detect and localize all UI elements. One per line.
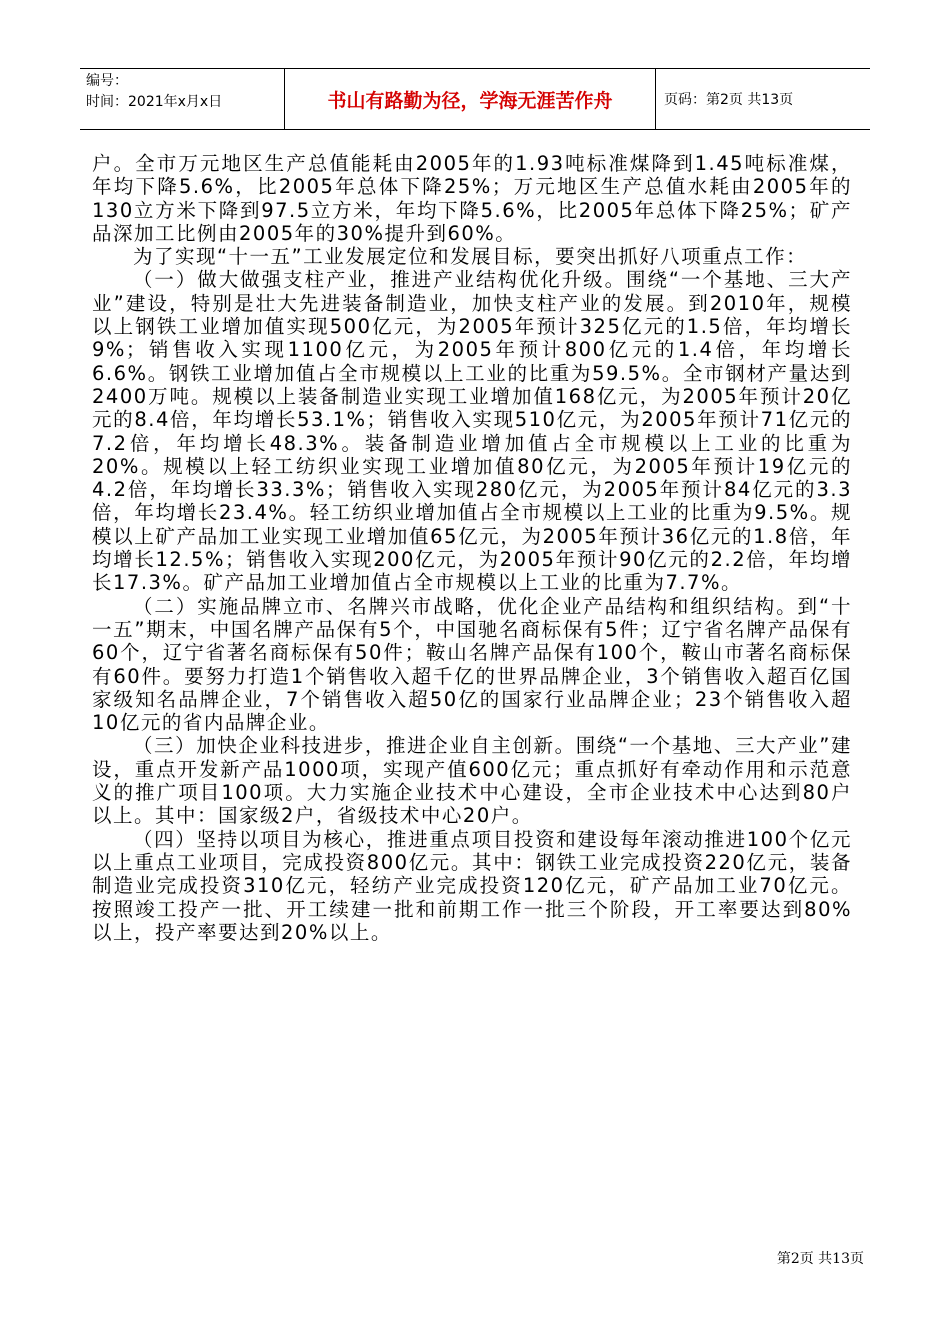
document-body — [92, 152, 852, 944]
header-page-info: 页码：第2页 共13页 — [664, 92, 794, 108]
paragraph: （一）做大做强支柱产业，推进产业结构优化升级。围绕“一个基地、三大产业”建设，特别是壮大先进装备制造业，加快支柱产业的发展。到2010年，规模以上钢铁工业增加值实现500亿元，为2005年预计325亿元的1.5倍，年均增长9%；销售收入实现1100亿元，为2005年预计800亿元的1.4倍，年均增长6.6%。钢铁工业增加值占全市规模以上工业的比重为59.5%。全市钢材产量达到2400万吨。规模以上装备制造业实现工业增加值168亿元，为2005年预计20亿元的8.4倍，年均增长53.1%；销售收入实现510亿元，为2005年预计71亿元的7.2倍，年均增长48.3%。装备制造业增加值占全市规模以上工业的比重为20%。规模以上轻工纺织业实现工业增加值80亿元，为2005年预计19亿元的4.2倍，年均增长33.3%；销售收入实现280亿元，为2005年预计84亿元的3.3倍，年均增长23.4%。轻工纺织业增加值占全市规模以上工业的比重为9.5%。规模以上矿产品加工业实现工业增加值65亿元，为2005年预计36亿元的1.8倍，年均增长12.5%；销售收入实现200亿元，为2005年预计90亿元的2.2倍，年均增长17.3%。矿产品加工业增加值占全市规模以上工业的比重为7.7%。 — [92, 268, 852, 595]
header-meta — [80, 69, 284, 129]
header-motto: 书山有路勤为径，学海无涯苦作舟 — [284, 69, 656, 129]
document-time-label: 时间：2021年x月x日 — [86, 94, 223, 110]
paragraph: 户。全市万元地区生产总值能耗由2005年的1.93吨标准煤降到1.45吨标准煤，年均下降5.6%，比2005年总体下降25%；万元地区生产总值水耗由2005年的130立方米下降到97.5立方米，年均下降5.6%，比2005年总体下降25%；矿产品深加工比例由2005年的30%提升到60%。 — [92, 152, 852, 245]
paragraph: （二）实施品牌立市、名牌兴市战略，优化企业产品结构和组织结构。到“十一五”期末，中国名牌产品保有5个，中国驰名商标保有5件；辽宁省名牌产品保有60个，辽宁省著名商标保有50件；鞍山名牌产品保有100个，鞍山市著名商标保有60件。要努力打造1个销售收入超千亿的世界品牌企业，3个销售收入超百亿国家级知名品牌企业，7个销售收入超50亿的国家行业品牌企业；23个销售收入超10亿元的省内品牌企业。 — [92, 594, 852, 735]
paragraph: （四）坚持以项目为核心，推进重点项目投资和建设每年滚动推进100个亿元以上重点工业项目，完成投资800亿元。其中：钢铁工业完成投资220亿元，装备制造业完成投资310亿元，轻纺产业完成投资120亿元，矿产品加工业70亿元。按照竣工投产一批、开工续建一批和前期工作一批三个阶段，开工率要达到80%以上，投产率要达到20%以上。 — [92, 827, 852, 944]
paragraph: （三）加快企业科技进步，推进企业自主创新。围绕“一个基地、三大产业”建设，重点开发新产品1000项，实现产值600亿元；重点抓好有牵动作用和示范意义的推广项目100项。大力实施企业技术中心建设，全市企业技术中心达到80户以上。其中：国家级2户，省级技术中心20户。 — [92, 734, 852, 828]
document-number-label: 编号： — [86, 73, 128, 89]
page-footer: 第2页 共13页 — [776, 1251, 864, 1267]
page-header — [80, 68, 870, 130]
paragraph: 为了实现“十一五”工业发展定位和发展目标，要突出抓好八项重点工作： — [132, 245, 808, 269]
